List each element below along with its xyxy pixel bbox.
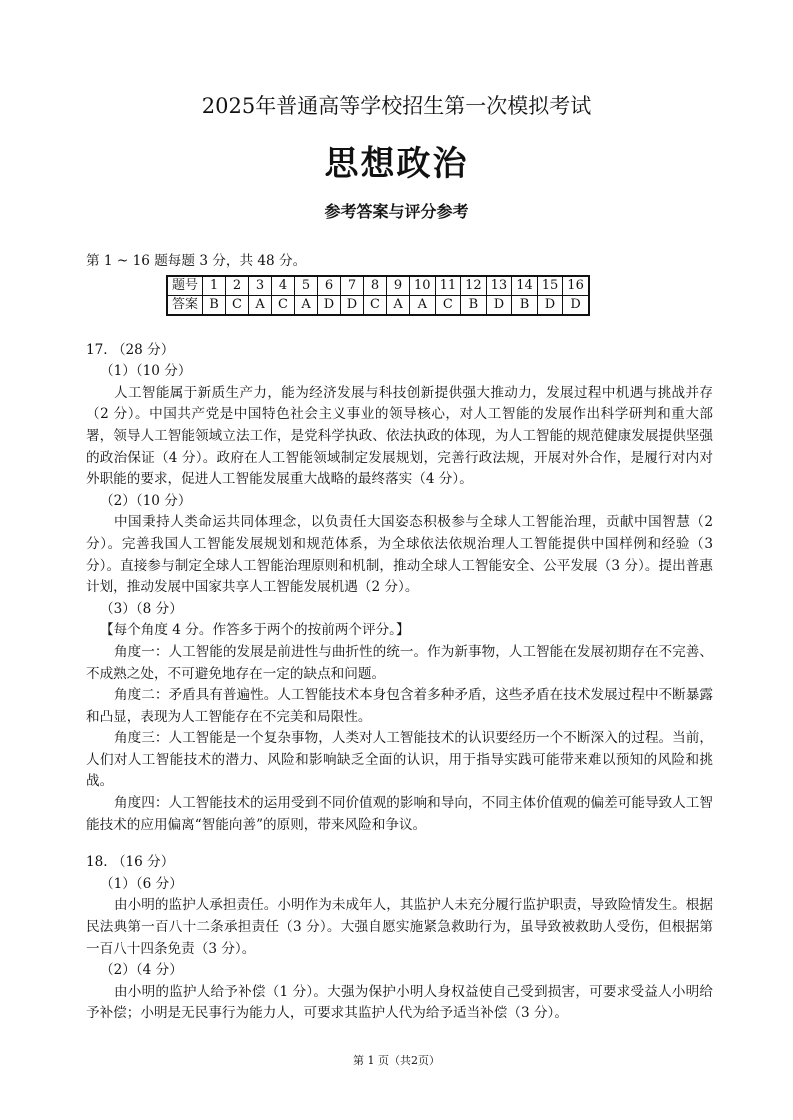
question-number-cell: 3 bbox=[249, 276, 272, 296]
q17-part1-text: 人工智能属于新质生产力，能为经济发展与科技创新提供强大推动力，发展过程中机遇与挑战并存（2 分）。中国共产党是中国特色社会主义事业的领导核心，对人工智能的发展作出科学研判和重大部署，领导人工智能领域立法工作，是党科学执政、依法执政的体现，为人工智能的规范健康发展提供坚强的政治保证（4 分）。政府在人工智能领域制定发展规划，完善行政法规，开展对外合作，是履行对内对外职能的要求，促进人工智能发展重大战略的最终落实（4 分）。 bbox=[86, 384, 713, 488]
mc-answer-table bbox=[166, 275, 590, 316]
answer-cell: A bbox=[295, 295, 318, 315]
answer-cell: B bbox=[512, 295, 538, 315]
q17-heading: 17. （28 分） bbox=[86, 341, 175, 358]
question-number-cell: 14 bbox=[512, 276, 538, 296]
row-label: 答案 bbox=[167, 295, 203, 315]
question-number-cell: 10 bbox=[410, 276, 436, 296]
question-number-cell: 15 bbox=[537, 276, 563, 296]
exam-title: 2025年普通高等学校招生第一次模拟考试 bbox=[201, 94, 592, 118]
q17-angle-4: 角度四：人工智能技术的运用受到不同价值观的影响和导向，不同主体价值观的偏差可能导致人工智能技术的应用偏离“智能向善”的原则，带来风险和争议。 bbox=[86, 795, 713, 833]
q18-part2-text: 由小明的监护人给予补偿（1 分）。大强为保护小明人身权益使自己受到损害，可要求受益人小明给予补偿；小明是无民事行为能力人，可要求其监护人代为给予适当补偿（3 分）。 bbox=[86, 983, 713, 1022]
answer-cell: D bbox=[318, 295, 341, 315]
answer-cell: D bbox=[341, 295, 364, 315]
answer-cell: B bbox=[203, 295, 226, 315]
q18-part1-text: 由小明的监护人承担责任。小明作为未成年人，其监护人未充分履行监护职责，导致险情发生。根据民法典第一百八十二条承担责任（3 分）。大强自愿实施紧急救助行为，虽导致被救助人受伤，但根据第一百八十四条免责（3 分）。 bbox=[86, 897, 713, 957]
q17-part2-heading: （2）（10 分） bbox=[100, 492, 192, 509]
question-number-cell: 5 bbox=[295, 276, 318, 296]
answer-cell: C bbox=[364, 295, 387, 315]
question-number-cell: 16 bbox=[563, 276, 589, 296]
mc-note: 第 1 ~ 16 题每题 3 分，共 48 分。 bbox=[86, 253, 307, 269]
answer-cell: C bbox=[272, 295, 295, 315]
answer-cell: D bbox=[563, 295, 589, 315]
question-number-cell: 4 bbox=[272, 276, 295, 296]
q18-part1-heading: （1）（6 分） bbox=[100, 875, 183, 892]
q17-angle-2: 角度二：矛盾具有普遍性。人工智能技术本身包含着多种矛盾，这些矛盾在技术发展过程中不断暴露和凸显，表现为人工智能存在不完美和局限性。 bbox=[86, 687, 713, 725]
answer-content bbox=[86, 251, 713, 1025]
answer-cell: B bbox=[461, 295, 487, 315]
question-number-cell: 2 bbox=[226, 276, 249, 296]
question-number-cell: 13 bbox=[486, 276, 512, 296]
q18-part2-heading: （2）（4 分） bbox=[100, 962, 183, 979]
answer-cell: C bbox=[435, 295, 461, 315]
answer-cell: A bbox=[410, 295, 436, 315]
table-row-answers bbox=[167, 295, 589, 315]
q17-part3-heading: （3）（8 分） bbox=[100, 600, 183, 617]
row-label: 题号 bbox=[167, 276, 203, 296]
answer-cell: D bbox=[486, 295, 512, 315]
q17-angle-3: 角度三：人工智能是一个复杂事物，人类对人工智能技术的认识要经历一个不断深入的过程。当前，人们对人工智能技术的潜力、风险和影响缺乏全面的认识，用于指导实践可能带来难以预知的风险和挑战。 bbox=[86, 730, 713, 790]
q17-part1-heading: （1）（10 分） bbox=[100, 363, 192, 380]
question-number-cell: 6 bbox=[318, 276, 341, 296]
q17-angle-1: 角度一：人工智能的发展是前进性与曲折性的统一。作为新事物，人工智能在发展初期存在不完善、不成熟之处，不可避免地存在一定的缺点和问题。 bbox=[86, 643, 713, 682]
subject-title: 思想政治 bbox=[324, 144, 469, 184]
answer-cell: D bbox=[537, 295, 563, 315]
q18-heading: 18. （16 分） bbox=[86, 854, 175, 871]
q17-part2-text: 中国秉持人类命运共同体理念，以负责任大国姿态积极参与全球人工智能治理，贡献中国智慧（2 分）。完善我国人工智能发展规划和规范体系，为全球依法依规治理人工智能提供中国样例和经验（3 分）。直接参与制定全球人工智能治理原则和机制，推动全球人工智能安全、公平发展（3 分）。提出普惠计划，推动发展中国家共享人工智能发展机遇（2 分）。 bbox=[86, 514, 713, 596]
answer-cell: C bbox=[226, 295, 249, 315]
question-number-cell: 8 bbox=[364, 276, 387, 296]
answer-cell: A bbox=[387, 295, 410, 315]
question-number-cell: 12 bbox=[461, 276, 487, 296]
answer-key-subtitle: 参考答案与评分参考 bbox=[324, 202, 469, 221]
answer-cell: A bbox=[249, 295, 272, 315]
question-number-cell: 9 bbox=[387, 276, 410, 296]
page-footer: 第 1 页（共2页） bbox=[353, 1054, 440, 1067]
table-row-numbers bbox=[167, 276, 589, 296]
q17-part3-note: 【每个角度 4 分。作答多于两个的按前两个评分。】 bbox=[100, 622, 410, 639]
question-number-cell: 11 bbox=[435, 276, 461, 296]
question-number-cell: 7 bbox=[341, 276, 364, 296]
question-number-cell: 1 bbox=[203, 276, 226, 296]
